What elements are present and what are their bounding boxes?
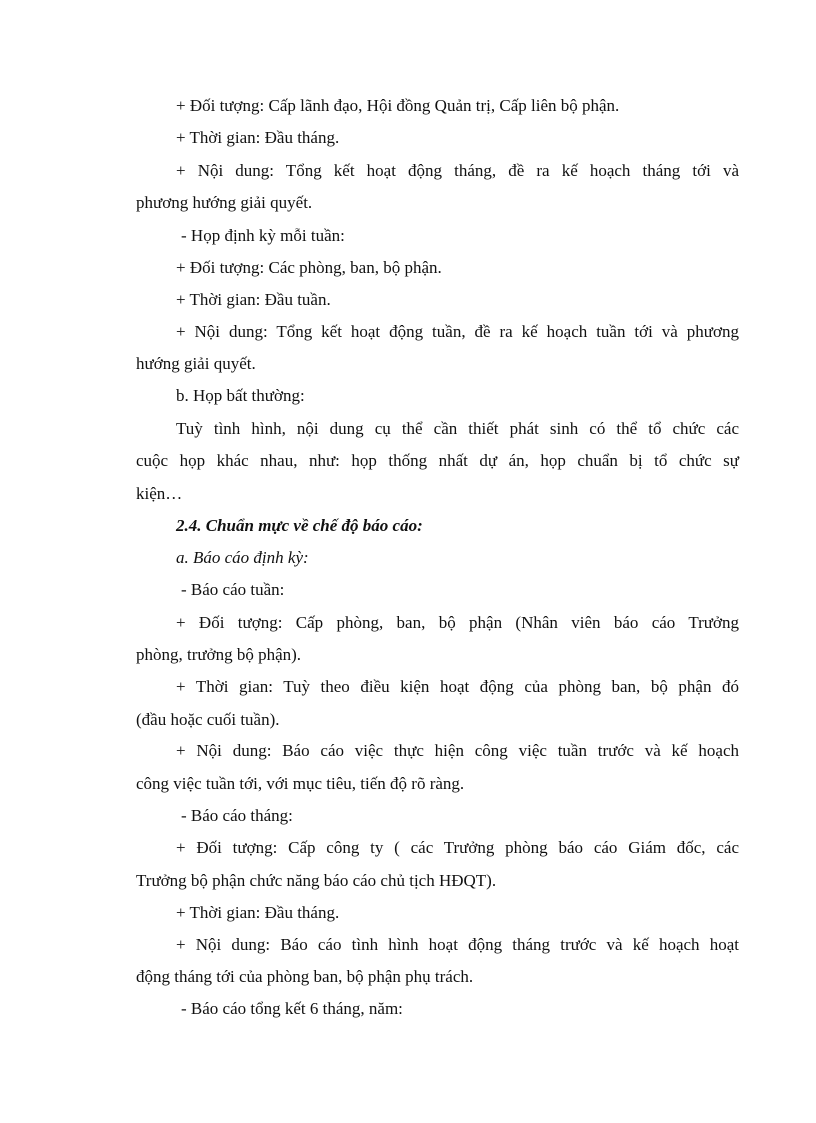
text-line: + Nội dung: Tổng kết hoạt động tuần, đề ra kế hoạch tuần tới và phương xyxy=(176,322,739,341)
text-line: + Đối tượng: Cấp công ty ( các Trưởng phòng báo cáo Giám đốc, các xyxy=(176,838,739,857)
text-line: + Nội dung: Báo cáo tình hình hoạt động tháng trước và kế hoạch hoạt xyxy=(176,935,739,954)
text-line: cuộc họp khác nhau, như: họp thống nhất dự án, họp chuẩn bị tổ chức sự xyxy=(136,451,739,470)
text-line: Trưởng bộ phận chức năng báo cáo chủ tịch HĐQT). xyxy=(136,871,497,890)
text-line: + Đối tượng: Cấp phòng, ban, bộ phận (Nhân viên báo cáo Trưởng xyxy=(176,613,739,632)
text-line: + Thời gian: Đầu tháng. xyxy=(176,128,340,147)
text-line: công việc tuần tới, với mục tiêu, tiến độ rõ ràng. xyxy=(136,774,465,793)
subsection-heading: a. Báo cáo định kỳ: xyxy=(176,548,309,567)
text-line: b. Họp bất thường: xyxy=(176,386,305,405)
text-line: động tháng tới của phòng ban, bộ phận phụ trách. xyxy=(136,967,474,986)
text-line: + Thời gian: Đầu tuần. xyxy=(176,290,331,309)
text-line: kiện… xyxy=(136,484,183,503)
text-line: - Họp định kỳ mỗi tuần: xyxy=(181,226,345,245)
text-line: + Đối tượng: Các phòng, ban, bộ phận. xyxy=(176,258,442,277)
section-heading: 2.4. Chuẩn mực về chế độ báo cáo: xyxy=(176,516,423,535)
text-line: phương hướng giải quyết. xyxy=(136,193,313,212)
text-line: (đầu hoặc cuối tuần). xyxy=(136,710,280,729)
text-line: + Thời gian: Đầu tháng. xyxy=(176,903,340,922)
text-line: Tuỳ tình hình, nội dung cụ thể cần thiết phát sinh có thể tổ chức các xyxy=(176,419,739,438)
text-line: hướng giải quyết. xyxy=(136,354,256,373)
text-line: + Đối tượng: Cấp lãnh đạo, Hội đồng Quản trị, Cấp liên bộ phận. xyxy=(176,96,620,115)
text-line: + Nội dung: Tổng kết hoạt động tháng, đề ra kế hoạch tháng tới và xyxy=(176,161,739,180)
text-line: - Báo cáo tổng kết 6 tháng, năm: xyxy=(181,999,403,1018)
text-line: + Thời gian: Tuỳ theo điều kiện hoạt động của phòng ban, bộ phận đó xyxy=(176,677,739,696)
text-line: + Nội dung: Báo cáo việc thực hiện công việc tuần trước và kế hoạch xyxy=(176,741,739,760)
text-line: - Báo cáo tuần: xyxy=(181,580,285,599)
text-line: - Báo cáo tháng: xyxy=(181,806,293,825)
text-line: phòng, trưởng bộ phận). xyxy=(136,645,302,664)
